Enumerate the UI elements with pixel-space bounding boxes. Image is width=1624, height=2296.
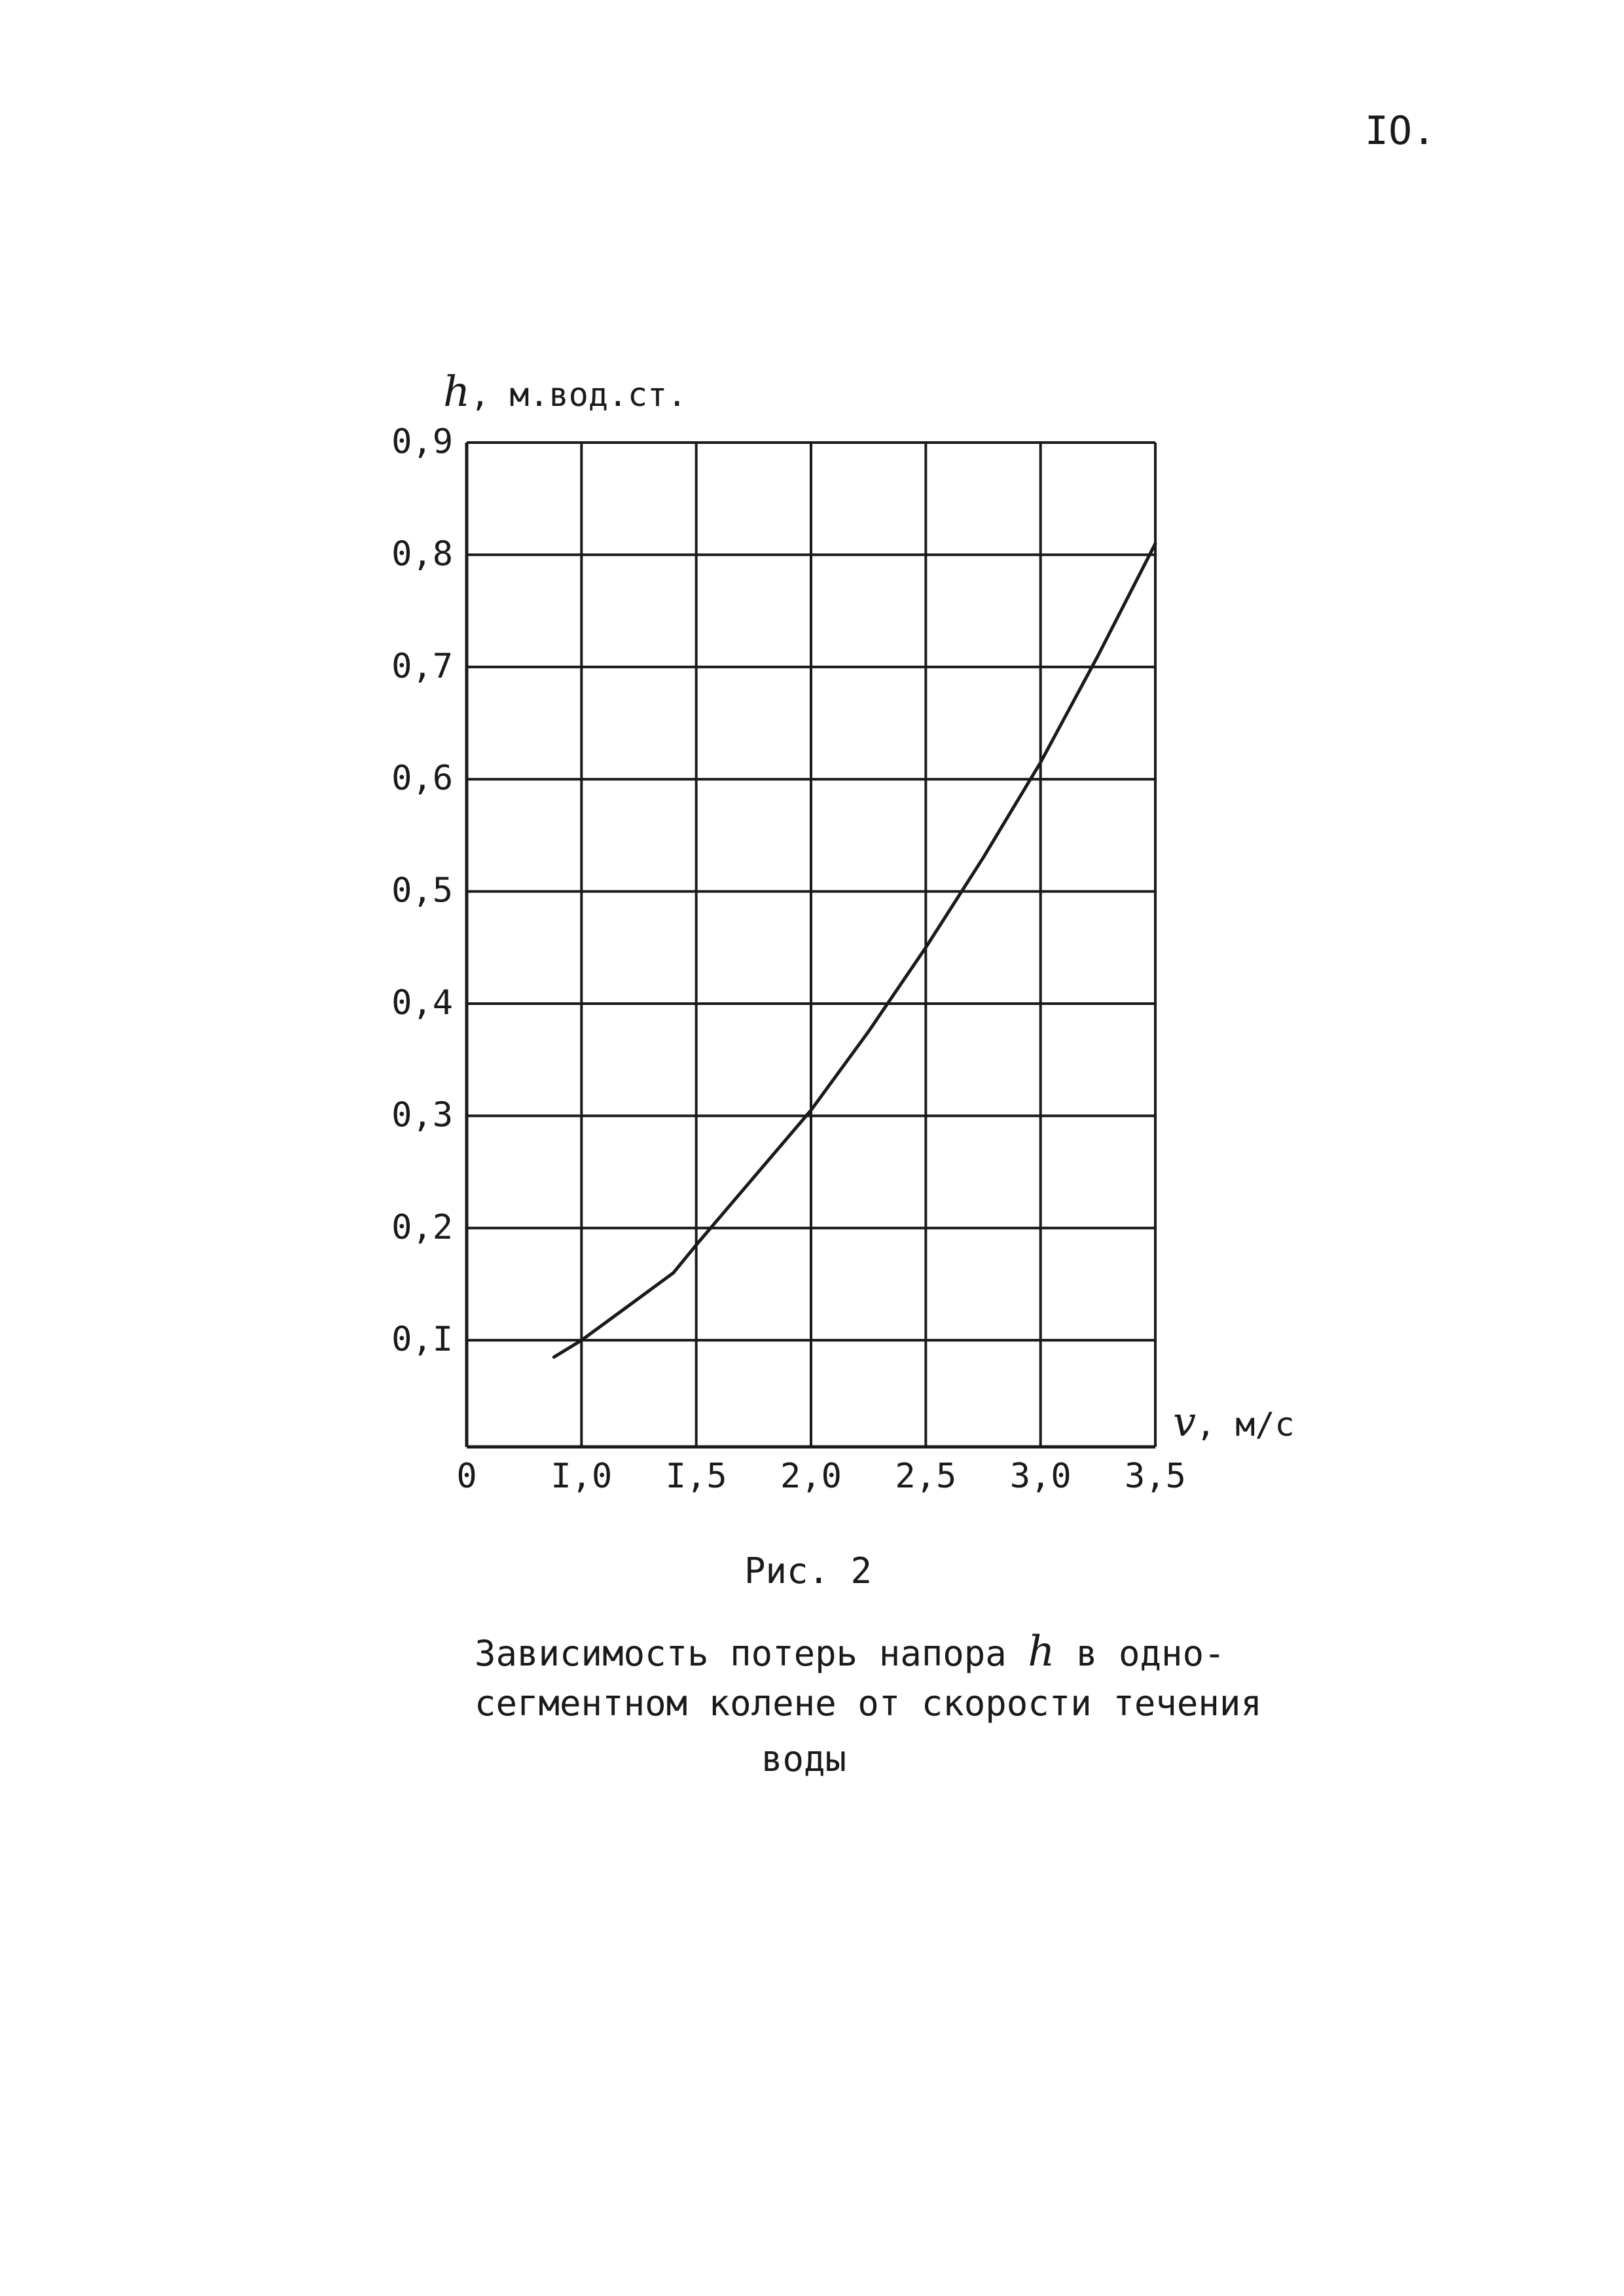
y-tick-label: 0,6 — [391, 759, 453, 799]
x-tick-label: 0 — [456, 1457, 477, 1496]
caption-line-1-start: Зависимость потерь напора — [475, 1633, 1028, 1674]
y-axis-unit: , м.вод.ст. — [470, 376, 687, 414]
x-tick-label: 2,5 — [895, 1457, 957, 1496]
x-axis-symbol: v — [1173, 1398, 1197, 1446]
caption-line-3: воды — [761, 1738, 847, 1779]
caption-line-1 — [475, 1628, 1225, 1676]
caption-line-2: сегментном колене от скорости течения — [475, 1683, 1262, 1724]
x-tick-label: 2,0 — [780, 1457, 842, 1496]
x-tick-label: I,0 — [550, 1457, 613, 1496]
y-tick-label: 0,8 — [391, 534, 453, 574]
x-tick-label: 3,5 — [1125, 1457, 1186, 1496]
y-tick-label: 0,7 — [391, 646, 453, 686]
caption-line-1-end: в одно- — [1055, 1633, 1225, 1674]
y-tick-label: 0,5 — [391, 871, 453, 911]
x-axis-label — [1173, 1398, 1295, 1446]
data-series-line — [554, 543, 1155, 1357]
x-tick-label: I,5 — [665, 1457, 727, 1496]
y-tick-label: 0,3 — [391, 1095, 453, 1135]
caption-symbol: h — [1028, 1628, 1055, 1676]
y-tick-label: 0,2 — [391, 1207, 453, 1247]
y-axis-symbol: h — [443, 368, 471, 416]
y-tick-label: 0,4 — [391, 983, 453, 1023]
y-axis-label — [443, 368, 687, 416]
figure-label: Рис. 2 — [744, 1550, 873, 1592]
page-number: IO. — [1365, 108, 1436, 154]
y-tick-label: 0,9 — [391, 422, 453, 462]
x-tick-label: 3,0 — [1009, 1457, 1072, 1496]
y-tick-label: 0,I — [391, 1320, 453, 1360]
x-axis-unit: , м/с — [1196, 1406, 1295, 1444]
